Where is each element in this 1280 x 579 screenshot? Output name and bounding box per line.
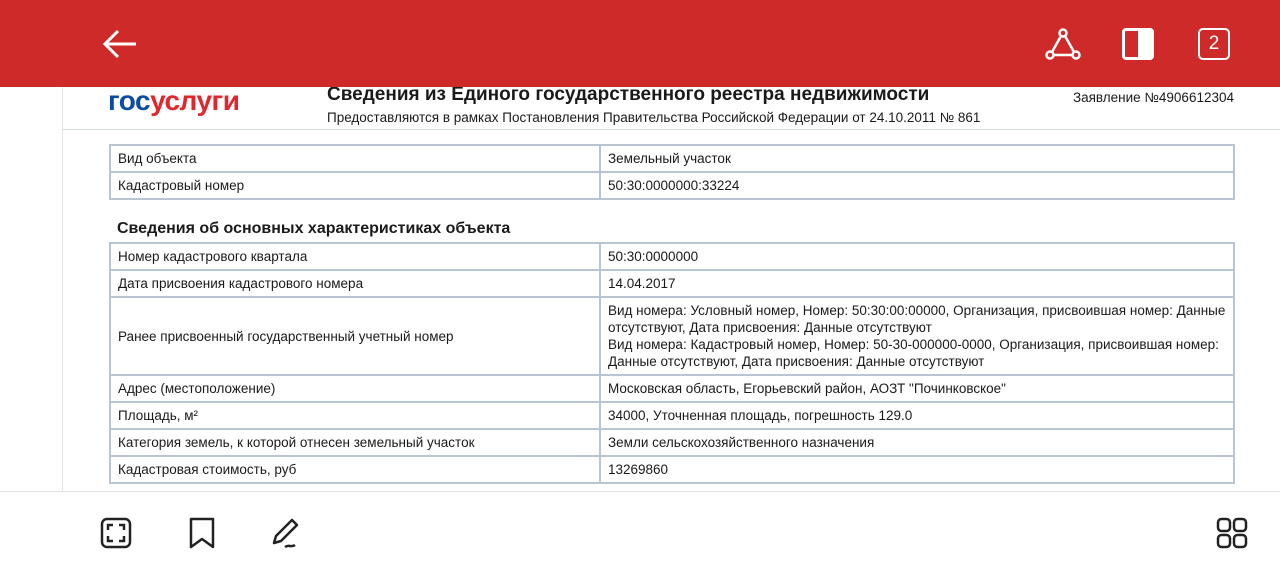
section-title: Сведения об основных характеристиках объекта bbox=[117, 220, 511, 237]
divider bbox=[63, 129, 1280, 130]
cell-value: 50:30:0000000 bbox=[600, 243, 1234, 270]
cell-label: Кадастровая стоимость, руб bbox=[110, 456, 600, 483]
cell-value: Вид номера: Условный номер, Номер: 50:30:00:00000, Организация, присвоившая номер: Данные отсутствуют, Дата присвоения: Данные отсутствуют Вид номера: Кадастровый номер, Номер: 50-30-000000-0000, Организация, присвоившая номер: Данные отсутствуют, Дата присвоения: Данные отсутствуют bbox=[600, 297, 1234, 375]
object-table bbox=[109, 144, 1235, 200]
tabs-count-button[interactable]: 2 bbox=[1198, 28, 1230, 60]
table-row bbox=[110, 297, 1234, 375]
application-number: Заявление №4906612304 bbox=[1072, 90, 1234, 105]
document-subtitle: Предоставляются в рамках Постановления Правительства Российской Федерации от 24.10.2011 № 861 bbox=[327, 110, 981, 125]
logo-part: услуги bbox=[150, 87, 240, 116]
document-page bbox=[62, 87, 1280, 491]
pen-edit-icon[interactable] bbox=[269, 516, 303, 550]
cell-label: Адрес (местоположение) bbox=[110, 375, 600, 402]
document-title: Сведения из Единого государственного реестра недвижимости bbox=[327, 87, 930, 105]
cell-value: Московская область, Егорьевский район, АОЗТ "Починковское" bbox=[600, 375, 1234, 402]
cell-value: Земельный участок bbox=[600, 145, 1234, 172]
share-icon[interactable] bbox=[1044, 26, 1082, 62]
bookmark-icon[interactable] bbox=[185, 516, 219, 550]
table-row bbox=[110, 172, 1234, 199]
cell-label: Кадастровый номер bbox=[110, 172, 600, 199]
cell-label: Номер кадастрового квартала bbox=[110, 243, 600, 270]
split-view-icon[interactable] bbox=[1122, 28, 1154, 60]
bottom-toolbar bbox=[0, 491, 1280, 579]
table-row bbox=[110, 456, 1234, 483]
cell-label: Дата присвоения кадастрового номера bbox=[110, 270, 600, 297]
cell-label: Ранее присвоенный государственный учетный номер bbox=[110, 297, 600, 375]
cell-label: Категория земель, к которой отнесен земельный участок bbox=[110, 429, 600, 456]
table-row bbox=[110, 243, 1234, 270]
cell-value: 13269860 bbox=[600, 456, 1234, 483]
table-row bbox=[110, 375, 1234, 402]
fullscreen-icon[interactable] bbox=[99, 516, 133, 550]
cell-value: 34000, Уточненная площадь, погрешность 129.0 bbox=[600, 402, 1234, 429]
table-row bbox=[110, 270, 1234, 297]
table-row bbox=[110, 145, 1234, 172]
cell-value: Земли сельскохозяйственного назначения bbox=[600, 429, 1234, 456]
logo-part: гос bbox=[108, 87, 151, 116]
cell-value: 50:30:0000000:33224 bbox=[600, 172, 1234, 199]
cell-label: Вид объекта bbox=[110, 145, 600, 172]
table-row bbox=[110, 402, 1234, 429]
characteristics-table bbox=[109, 242, 1235, 484]
gosuslugi-logo bbox=[108, 87, 239, 117]
grid-menu-icon[interactable] bbox=[1215, 516, 1249, 550]
cell-value: 14.04.2017 bbox=[600, 270, 1234, 297]
back-arrow-icon[interactable] bbox=[100, 26, 140, 62]
table-row bbox=[110, 429, 1234, 456]
cell-label: Площадь, м² bbox=[110, 402, 600, 429]
top-toolbar bbox=[0, 0, 1280, 87]
